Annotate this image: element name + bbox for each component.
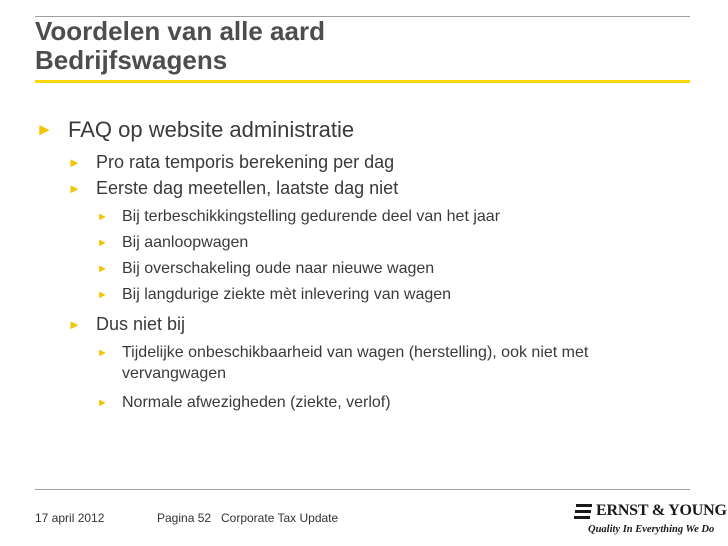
bullet-arrow-icon: ► [68, 181, 81, 196]
bullet-item [68, 151, 686, 173]
bullet-text: Normale afwezigheden (ziekte, verlof) [122, 394, 391, 411]
slide-title [35, 17, 690, 75]
bullet-item [97, 258, 688, 279]
bullet-item [36, 117, 688, 142]
title-underline [35, 80, 690, 83]
bullet-arrow-icon: ► [97, 397, 108, 409]
bullet-arrow-icon: ► [36, 120, 53, 139]
bullet-text: Tijdelijke onbeschikbaarheid van wagen (herstelling), ook niet met vervangwagen [122, 344, 589, 382]
footer-divider [35, 489, 690, 490]
bullet-text: Eerste dag meetellen, laatste dag niet [96, 178, 399, 198]
bullet-item [97, 284, 688, 305]
bullet-text: Pro rata temporis berekening per dag [96, 152, 395, 172]
bullet-text: Bij langdurige ziekte mèt inlevering van wagen [122, 286, 452, 303]
bullet-text: Bij overschakeling oude naar nieuwe wagen [122, 260, 435, 277]
logo-mark-icon [574, 503, 594, 521]
slide-title-line-1: Voordelen van alle aard [35, 16, 325, 46]
footer-page-number: Pagina 52 [157, 511, 212, 525]
bullet-text: Bij terbeschikkingstelling gedurende deel van het jaar [122, 208, 501, 225]
logo-wordmark: ERNST & YOUNG [596, 502, 727, 519]
bullet-item [97, 342, 672, 384]
bullet-text: Bij aanloopwagen [122, 234, 249, 251]
bullet-arrow-icon: ► [97, 263, 108, 275]
slide-title-line-2: Bedrijfswagens [35, 45, 228, 75]
footer-date: 17 april 2012 [35, 511, 105, 525]
bullet-arrow-icon: ► [68, 155, 81, 170]
bullet-item [68, 313, 686, 335]
bullet-arrow-icon: ► [97, 237, 108, 249]
bullet-item [97, 206, 688, 227]
bullet-arrow-icon: ► [97, 347, 108, 359]
bullet-item [68, 177, 686, 199]
footer-section: Corporate Tax Update [221, 511, 339, 525]
company-logo [574, 501, 727, 537]
logo-tagline: Quality In Everything We Do [588, 524, 715, 535]
bullet-arrow-icon: ► [68, 317, 81, 332]
bullet-text: FAQ op website administratie [68, 117, 355, 142]
bullet-item [97, 392, 688, 413]
bullet-item [97, 232, 688, 253]
bullet-arrow-icon: ► [97, 289, 108, 301]
bullet-arrow-icon: ► [97, 211, 108, 223]
bullet-text: Dus niet bij [96, 314, 186, 334]
